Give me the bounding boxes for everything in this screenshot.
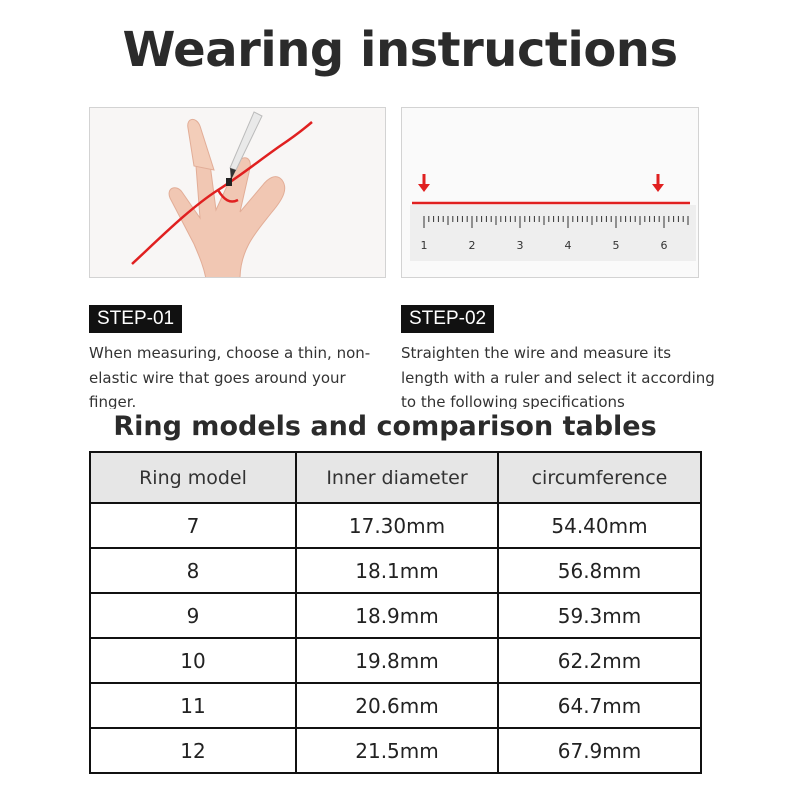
cell-ring-model: 12 <box>90 728 296 773</box>
table-row <box>90 638 701 683</box>
ruler-number: 5 <box>612 239 620 252</box>
header-circumference: circumference <box>498 452 701 503</box>
cell-inner-diameter: 17.30mm <box>296 503 498 548</box>
ruler-illustration <box>402 108 699 278</box>
cell-circumference: 67.9mm <box>498 728 701 773</box>
ruler-number: 2 <box>468 239 476 252</box>
table-header-row <box>90 452 701 503</box>
cell-ring-model: 9 <box>90 593 296 638</box>
cell-circumference: 56.8mm <box>498 548 701 593</box>
cell-inner-diameter: 18.9mm <box>296 593 498 638</box>
page-title: Wearing instructions <box>122 22 678 78</box>
cell-inner-diameter: 21.5mm <box>296 728 498 773</box>
cell-circumference: 54.40mm <box>498 503 701 548</box>
cell-circumference: 59.3mm <box>498 593 701 638</box>
table-row <box>90 593 701 638</box>
hand-measuring-image <box>89 107 386 278</box>
ring-size-table <box>89 451 702 774</box>
cell-ring-model: 8 <box>90 548 296 593</box>
ruler-number: 1 <box>420 239 428 252</box>
step-01-badge: STEP-01 <box>89 305 182 333</box>
cell-circumference: 64.7mm <box>498 683 701 728</box>
table-row <box>90 548 701 593</box>
cell-inner-diameter: 18.1mm <box>296 548 498 593</box>
ruler-measure-image <box>401 107 699 278</box>
cell-inner-diameter: 19.8mm <box>296 638 498 683</box>
cell-ring-model: 11 <box>90 683 296 728</box>
header-inner-diameter: Inner diameter <box>296 452 498 503</box>
cell-inner-diameter: 20.6mm <box>296 683 498 728</box>
step-02-badge: STEP-02 <box>401 305 494 333</box>
cell-circumference: 62.2mm <box>498 638 701 683</box>
table-row <box>90 683 701 728</box>
step-01-text: When measuring, choose a thin, non-elastic wire that goes around your finger. <box>89 344 371 409</box>
ruler-number: 6 <box>660 239 668 252</box>
hand-wire-illustration <box>90 108 386 278</box>
table-title: Ring models and comparison tables <box>113 411 657 442</box>
header-ring-model: Ring model <box>90 452 296 503</box>
ruler-number: 3 <box>516 239 524 252</box>
table-row <box>90 728 701 773</box>
step-02-text: Straighten the wire and measure its length with a ruler and select it according to the following specifications <box>401 344 715 409</box>
table-row-cutoff <box>89 785 700 805</box>
cell-ring-model: 7 <box>90 503 296 548</box>
ruler-number: 4 <box>564 239 572 252</box>
cell-ring-model: 10 <box>90 638 296 683</box>
table-row <box>90 503 701 548</box>
